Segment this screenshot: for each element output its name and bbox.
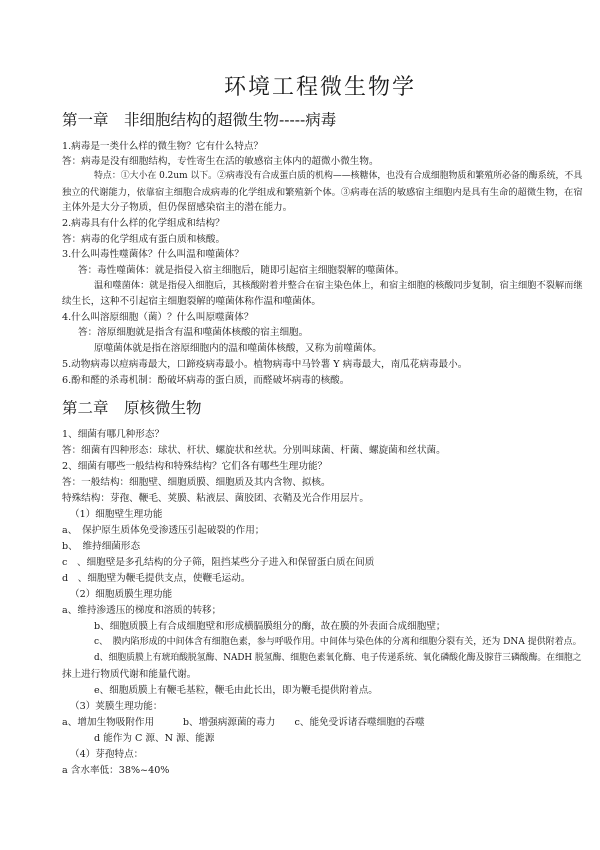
document-title: 环境工程微生物学 [223, 75, 416, 100]
text-line: 答：毒性噬菌体：就是指侵入宿主细胞后，随即引起宿主细胞裂解的噬菌体。 [78, 265, 405, 276]
text-line: （2）细胞质膜生理功能 [70, 589, 173, 600]
text-line: 5.动物病毒以痘病毒最大，口蹄疫病毒最小。植物病毒中马铃薯 Y 病毒最大，南瓜花病毒最小。 [62, 359, 468, 370]
text-line: a、增加生物吸附作用 b、增强病源菌的毒力 c、能免受诉诸吞噬细胞的吞噬 [62, 717, 425, 728]
text-line: 答：溶原细胞就是指含有温和噬菌体核酸的宿主细胞。 [78, 327, 309, 338]
text-line: b、细胞质膜上有合成细胞壁和形成横膈膜组分的酶，故在膜的外表面合成细胞壁； [94, 621, 446, 632]
text-line: 1.病毒是一类什么样的微生物？它有什么特点？ [62, 141, 264, 152]
text-line: （3）荚膜生理功能： [70, 701, 163, 712]
text-line: d 、细胞壁为鞭毛提供支点，使鞭毛运动。 [62, 573, 251, 584]
text-line: 2、细菌有哪些一般结构和特殊结构？它们各有哪些生理功能？ [62, 461, 328, 472]
text-line: 1、细菌有哪几种形态？ [62, 429, 165, 440]
text-line: 2.病毒具有什么样的化学组成和结构？ [62, 218, 225, 229]
text-line: a、 保护原生质体免受渗透压引起破裂的作用； [62, 525, 265, 536]
text-line: d 能作为 C 源、N 源、能源 [94, 733, 215, 744]
chapter-1-heading: 第一章 非细胞结构的超微生物-----病毒 [62, 111, 337, 129]
chapter-2-heading: 第二章 原核微生物 [62, 399, 202, 417]
text-line: 抹上进行物质代谢和能量代谢。 [62, 669, 197, 680]
text-line: （1）细胞壁生理功能 [70, 509, 163, 520]
text-line: b、 维持细菌形态 [62, 541, 141, 552]
text-line: a 含水率低：38%~40% [62, 765, 170, 776]
text-line: d、细胞质膜上有琥珀酸脱氢酶、NADH 脱氢酶、细胞色素氧化酶、电子传递系统、氧化磷酸化酶及腺苷三磷酸酶。在细胞之 [94, 653, 582, 663]
text-line: 答：细菌有四种形态：球状、杆状、螺旋状和丝状。分别叫球菌、杆菌、螺旋菌和丝状菌。 [62, 445, 446, 456]
text-line: c、 膜内陷形成的中间体含有细胞色素，参与呼吸作用。中间体与染色体的分离和细胞分裂有关，还为 DNA 提供附着点。 [94, 637, 582, 647]
text-line: 温和噬菌体：就是指侵入细胞后，其核酸附着并整合在宿主染色体上，和宿主细胞的核酸同步复制，宿主细胞不裂解而继 [94, 280, 583, 291]
text-line: a、维持渗透压的梯度和溶质的转移； [62, 605, 222, 616]
text-line: 答：病毒的化学组成有蛋白质和核酸。 [62, 234, 226, 245]
text-line: e、细胞质膜上有鞭毛基粒，鞭毛由此长出，即为鞭毛提供附着点。 [94, 685, 378, 696]
text-line: 答：一般结构：细胞壁、细胞质膜、细胞质及其内含物、拟核。 [62, 477, 331, 488]
text-line: 6.酚和醛的杀毒机制：酚破坏病毒的蛋白质，而醛破坏病毒的核酸。 [62, 375, 350, 386]
text-line: 答：病毒是没有细胞结构，专性寄生在活的敏感宿主体内的超微小微生物。 [62, 156, 379, 167]
text-line: 原噬菌体就是指在溶原细胞内的温和噬菌体核酸，又称为前噬菌体。 [94, 343, 382, 354]
text-line: 特点：①大小在 0.2um 以下。②病毒没有合成蛋白质的机构——核糖体，也没有合成细胞物质和繁殖所必备的酶系统，不具 [94, 171, 583, 181]
text-line: 独立的代谢能力，依靠宿主细胞合成病毒的化学组成和繁殖新个体。③病毒在活的敏感宿主细胞内是具有生命的超微生物，在宿 [62, 187, 583, 198]
text-line: 主体外是大分子物质，但仍保留感染宿主的潜在能力。 [62, 202, 293, 213]
text-line: c 、细胞壁是多孔结构的分子筛，阻挡某些分子进入和保留蛋白质在间质 [62, 557, 375, 568]
text-line: （4）芽孢特点： [70, 749, 144, 760]
text-line: 3.什么叫毒性噬菌体？什么叫温和噬菌体？ [62, 249, 244, 260]
text-line: 4.什么叫溶原细胞（菌）？什么叫原噬菌体？ [62, 312, 254, 323]
text-line: 续生长，这种不引起宿主细胞裂解的噬菌体称作温和噬菌体。 [62, 296, 322, 307]
text-line: 特殊结构：芽孢、鞭毛、荚膜、粘液层、菌胶团、衣鞘及光合作用层片。 [62, 493, 369, 504]
